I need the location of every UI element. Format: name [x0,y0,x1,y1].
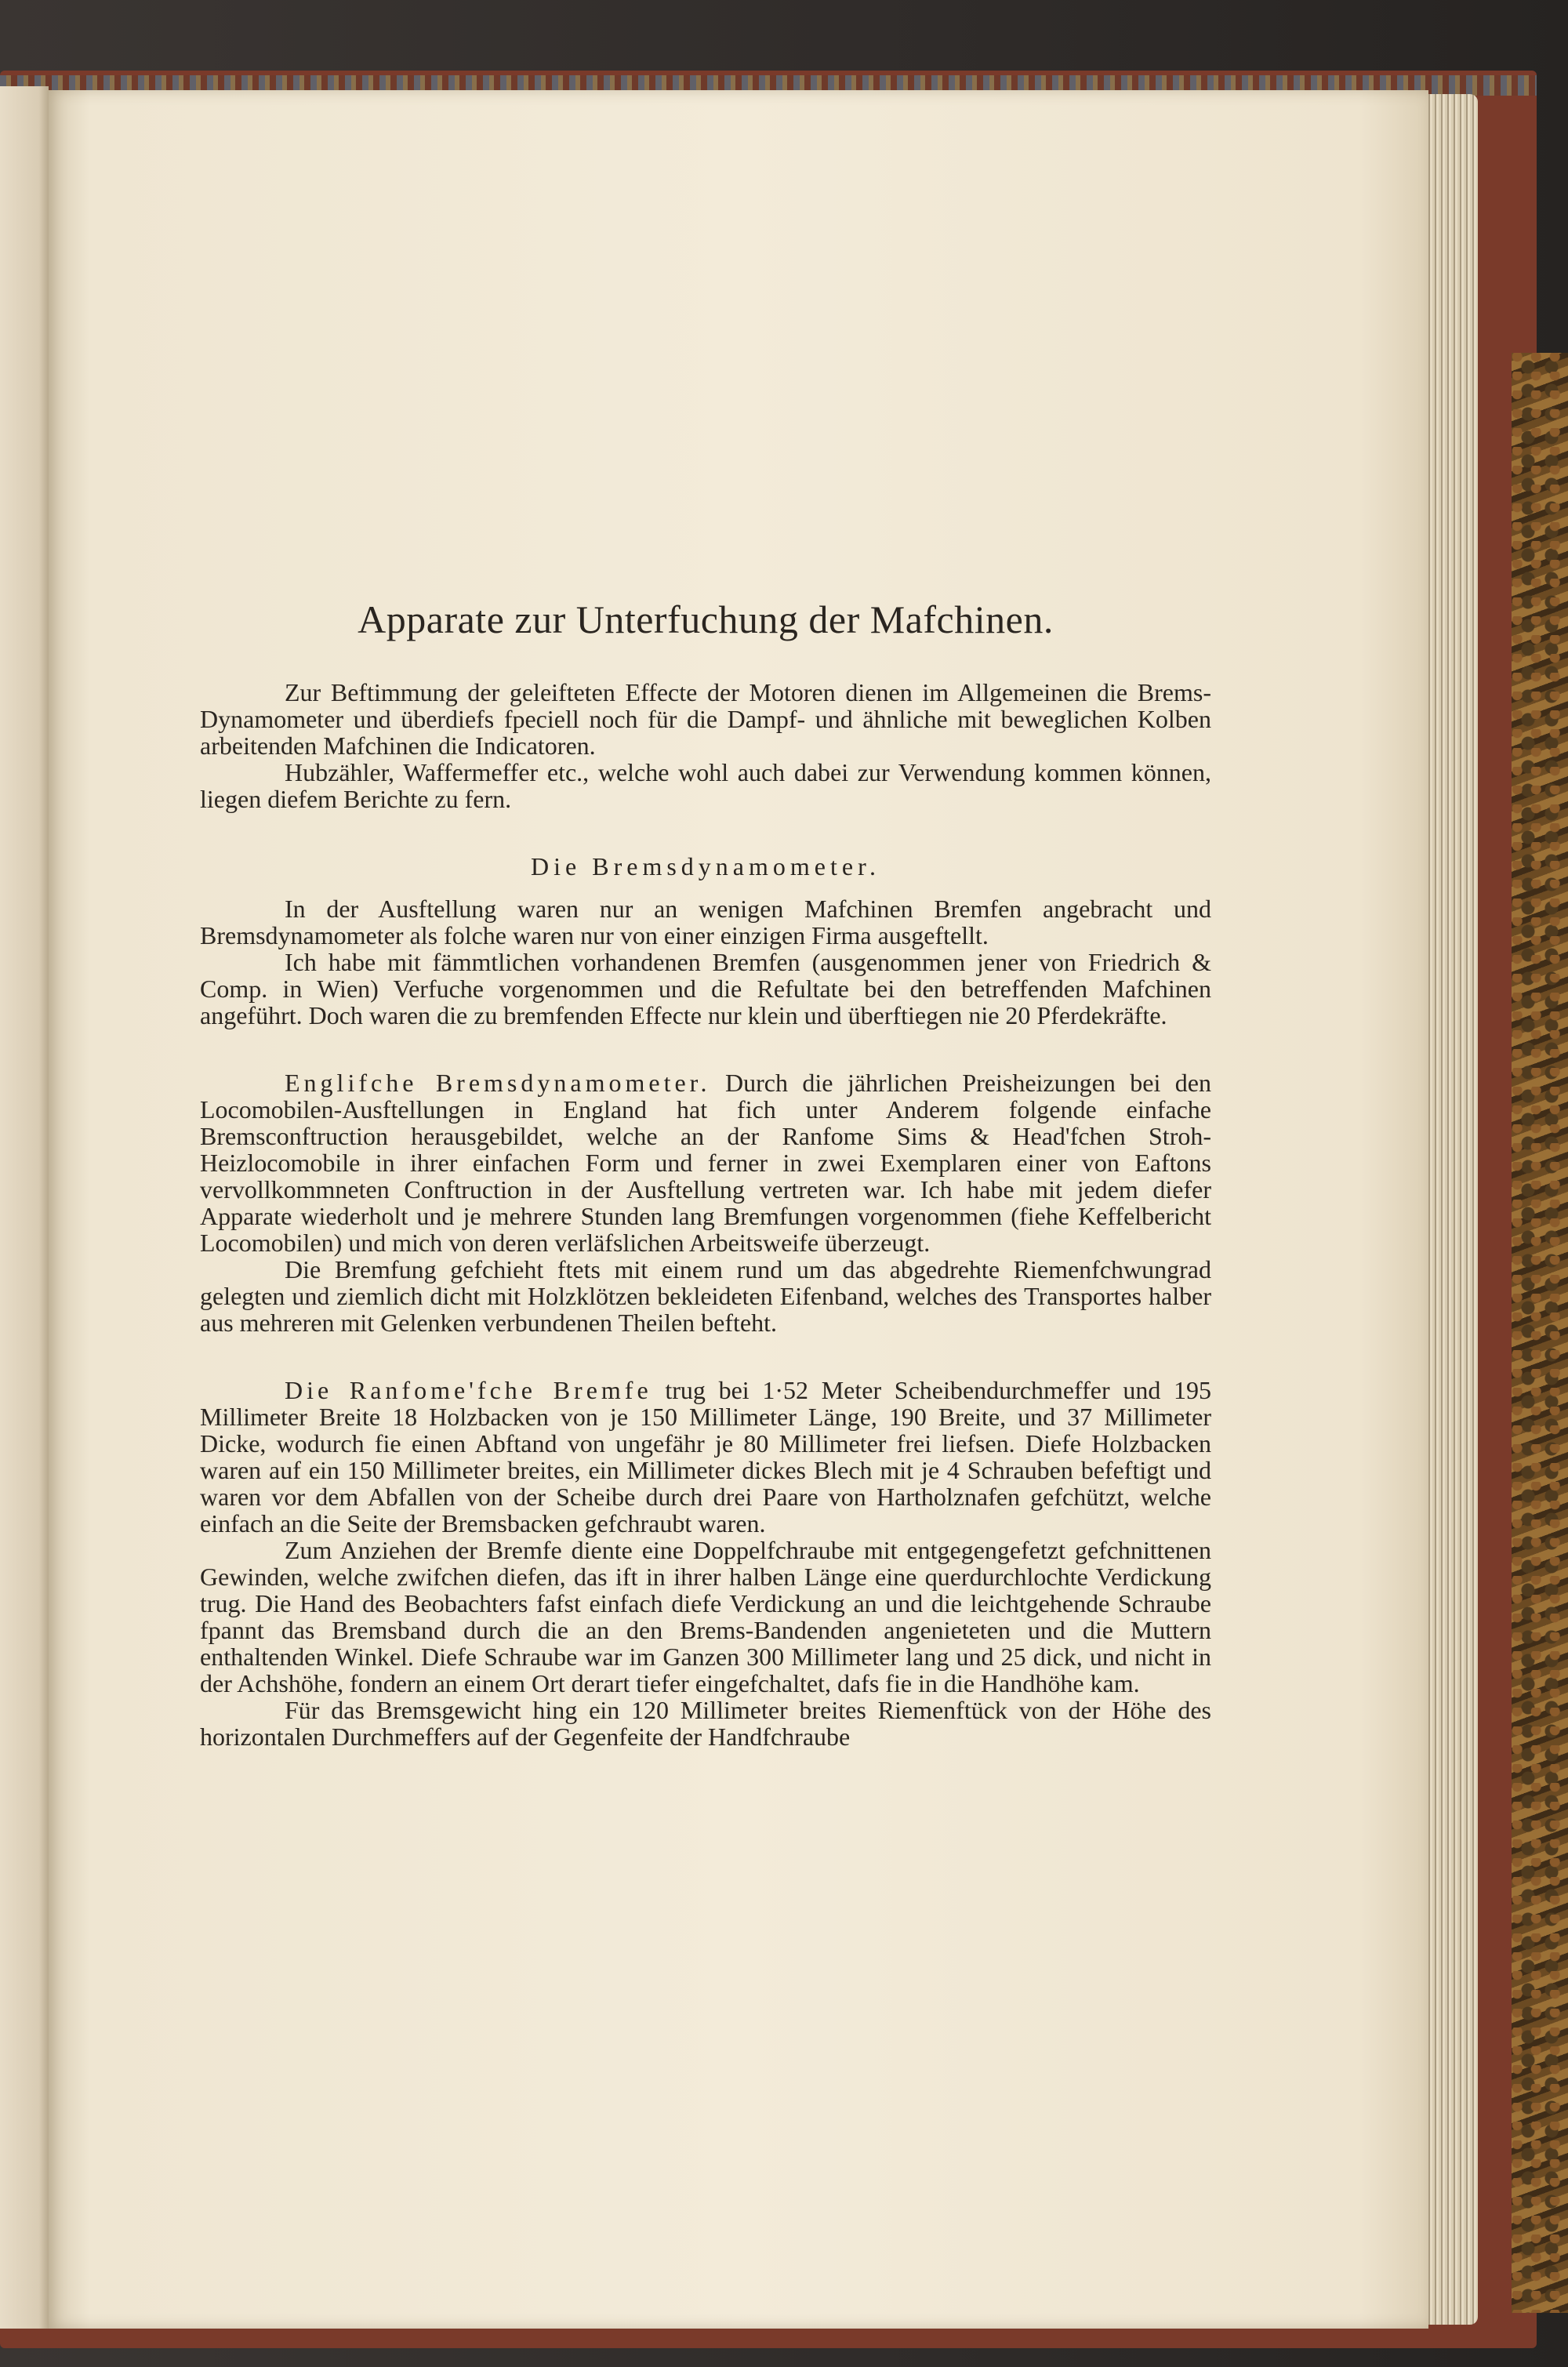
page-content [200,596,1211,1750]
section-paragraph-2: Ich habe mit fämmtlichen vorhandenen Bremfen (ausgenommen jener von Friedrich & Comp. in Wien) Verfuche vorgenommen und die Refultate bei den betreffenden Mafchinen angeführt. Doch waren die zu bremfenden Effecte nur klein und überftiegen nie 20 Pferdekräfte. [200,948,1211,1029]
ransome-brake-paragraph-3: Für das Bremsgewicht hing ein 120 Millimeter breites Riemenftück von der Höhe des horizontalen Durchmeffers auf der Gegenfeite der Handfchraube [200,1696,1211,1751]
spacer [200,1336,1211,1377]
english-brake-text: Durch die jährlichen Preisheizungen bei den Locomobilen-Ausftellungen in England hat fich unter Anderem folgende einfache Bremsconftruction herausgebildet, welche an der Ranfome Sims & Head'fchen Stroh-Heizlocomobile in ihrer einfachen Form und ferner in zwei Exemplaren einer von Eaftons vervollkommneten Conftruction in der Ausftellung vertreten war. Ich habe mit jedem diefer Apparate wiederholt und je mehrere Stunden lang Bremfungen vorgenommen (fiehe Keffelbericht Locomobilen) und mich von deren verläfslichen Arbeitsweife überzeugt. [200,1069,1212,1257]
ransome-brake-text: trug bei 1·52 Meter Scheibendurchmeffer und 195 Millimeter Breite 18 Holzbacken von je 150 Millimeter Länge, 190 Breite, und 37 Millimeter Dicke, wodurch fie einen Abftand von ungefähr je 80 Millimeter frei liefsen. Diefe Holzbacken waren auf ein 150 Millimeter breites, ein Millimeter dickes Blech mit je 4 Schrauben befeftigt und waren vor dem Abfallen von der Scheibe durch drei Paare von Hartholznafen gefchützt, welche einfach an die Seite der Bremsbacken gefchraubt waren. [200,1376,1212,1537]
ransome-brake-paragraph-2: Zum Anziehen der Bremfe diente eine Doppelfchraube mit entgegengefetzt gefchnittenen Gewinden, welche zwifchen diefen, das ift in ihrer halben Länge eine querdurchlochte Verdickung trug. Die Hand des Beobachters fafst einfach diefe Verdickung an und die leichtgehende Schraube fpannt das Bremsband durch die an den Brems-Bandenden angenieteten und die Muttern enthaltenden Winkel. Diefe Schraube war im Ganzen 300 Millimeter lang und 25 dick, und nicht in der Achshöhe, fondern an einem Ort derart tiefer eingefchaltet, dafs fie in die Handhöhe kam. [200,1536,1211,1697]
spacer [200,1029,1211,1069]
english-brake-lead: Englifche Bremsdynamometer. [285,1069,711,1097]
english-brake-paragraph-2: Die Bremfung gefchieht ftets mit einem rund um das abgedrehte Riemenfchwungrad gelegten und ziemlich dicht mit Holzklötzen bekleideten Eifenband, welches des Transportes halber aus mehreren mit Gelenken verbundenen Theilen befteht. [200,1255,1211,1337]
ransome-brake-lead: Die Ranfome'fche Bremfe [285,1376,652,1404]
marbled-cover-edge [1512,353,1568,2313]
intro-paragraph-1: Zur Beftimmung der geleifteten Effecte der Motoren dienen im Allgemeinen die Brems-Dynamometer und überdiefs fpeciell noch für die Dampf- und ähnliche mit beweglichen Kolben arbeitenden Mafchinen die Indicatoren. [200,678,1211,760]
english-brake-paragraph [200,1069,1211,1256]
left-page-edge [0,86,49,2329]
section-heading: Die Bremsdynamometer. [531,852,880,880]
intro-paragraph-2: Hubzähler, Waffermeffer etc., welche wohl auch dabei zur Verwendung kommen können, liegen diefem Berichte zu fern. [200,758,1211,813]
spacer [200,812,1211,853]
page-title: Apparate zur Unterfuchung der Mafchinen. [358,597,1054,641]
ransome-brake-paragraph [200,1377,1211,1537]
section-paragraph-1: In der Ausftellung waren nur an wenigen Mafchinen Bremfen angebracht und Bremsdynamometer als folche waren nur von einer einzigen Firma ausgeftellt. [200,895,1211,949]
